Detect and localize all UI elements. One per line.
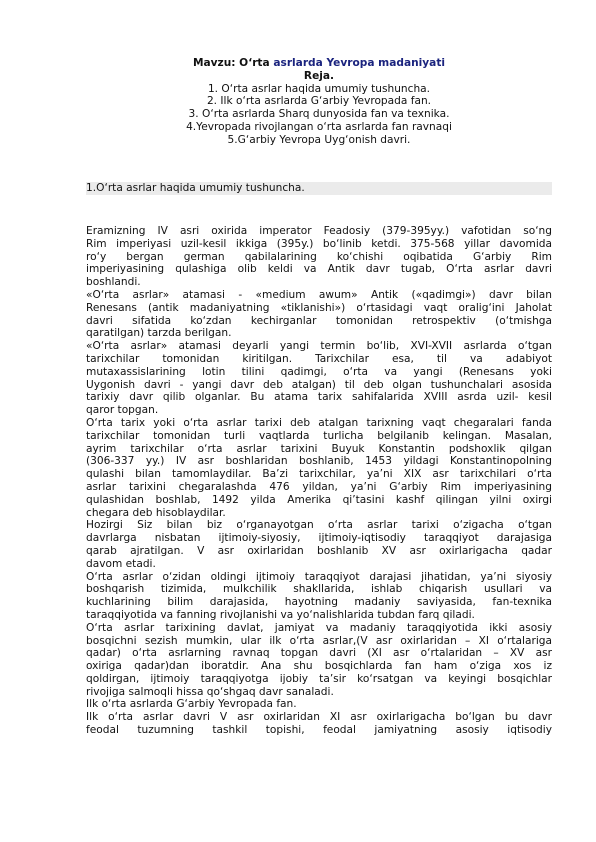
plan-item: 4.Yevropada rivojlangan o‘rta asrlarda fan ravnaqi <box>186 120 452 133</box>
body-line: tarixchilar tomonidan kiritilgan. Tarixchilar esa, til va adabiyot <box>86 352 552 365</box>
body-line: boshqarish tizimida, mulkchilik shakllarida, ishlab chiqarish usullari va <box>86 583 552 596</box>
body-line: qadar) o‘rta asrlarning ravnaq topgan davri (XI asr o‘rtalaridan – XV asr <box>86 647 552 660</box>
body-line: qulashidan boshlab, 1492 yilda Amerika qi’tasini kashf qilingan yilni oxirgi <box>86 493 552 506</box>
body-line: Hozirgi Siz bilan biz o‘rganayotgan o‘rta asrlar tarixi o‘zigacha o‘tgan <box>86 519 552 532</box>
body-text <box>86 225 552 737</box>
body-line: «O‘rta asrlar» atamasi - «medium awum» Antik («qadimgi») davr bilan <box>86 288 552 301</box>
body-line: davrlarga nisbatan ijtimoiy-siyosiy, ijtimoiy-iqtisodiy taraqqiyot darajasiga <box>86 532 552 545</box>
body-line: O‘rta asrlar o‘zidan oldingi ijtimoiy taraqqiyot darajasi jihatidan, ya’ni siyosiy <box>86 570 552 583</box>
body-line: Eramizning IV asri oxirida imperator Feadosiy (379-395yy.) vafotidan so‘ng <box>86 225 552 237</box>
body-line: qaratilgan) tarzda berilgan. <box>86 327 232 340</box>
body-line: qulashi bilan tamomlaydilar. Ba’zi tarixchilar, ya’ni XIX asr tarixchilari o‘rta <box>86 468 552 481</box>
body-line: mutaxassislarining lotin tilini qadimgi, o‘rta va yangi (Renesans yoki <box>86 365 552 378</box>
body-line: ayrim tarixchilar o‘rta asrlar tarixini Buyuk Konstantin podshoxlik qilgan <box>86 442 552 455</box>
body-line: taraqqiyotida va fanning rivojlanishi va yo‘nalishlarida tubdan farq qiladi. <box>86 608 475 621</box>
body-line: Rim imperiyasi uzil-kesil ikkiga (395y.) bo‘linib ketdi. 375-568 yillar davomida <box>86 237 552 250</box>
document-header <box>86 57 552 147</box>
body-line: imperiyasining qulashiga olib keldi va Antik davr tugab, O‘rta asrlar davri <box>86 263 552 276</box>
section-heading: 1.O‘rta asrlar haqida umumiy tushuncha. <box>86 182 305 194</box>
body-line: asrlar tarixini chegaralashda 476 yildan, ya’ni G‘arbiy Rim imperiyasining <box>86 480 552 493</box>
section-heading-bar <box>86 182 552 195</box>
body-line: Uygonish davri - yangi davr deb atalgan) til deb olgan tushunchalari asosida <box>86 378 552 391</box>
body-line: feodal tuzumning tashkil topishi, feodal jamiyatning asosiy iqtisodiy <box>86 724 552 737</box>
body-line: (306-337 yy.) IV asr boshlaridan boshlanib, 1453 yildagi Konstantinopolning <box>86 455 552 468</box>
body-line: ro‘y bergan german qabilalarining ko‘chishi oqibatida G‘arbiy Rim <box>86 250 552 263</box>
body-line: O‘rta tarix yoki o‘rta asrlar tarixi deb atalgan tarixning vaqt chegaralari fanda <box>86 416 552 429</box>
body-line: qoldirgan, ijtimoiy taraqqiyotga ijobiy ta’sir ko‘rsatgan va keyingi bosqichlar <box>86 672 552 685</box>
title-accent: asrlarda Yevropa madaniyati <box>273 57 446 69</box>
body-line: davri sifatida ko‘zdan kechirganlar tomonidan retrospektiv (o‘tmishga <box>86 314 552 327</box>
plan-item: 5.G‘arbiy Yevropa Uyg‘onish davri. <box>227 133 411 146</box>
body-line: tarixchilar tomonidan turli vaqtlarda turlicha belgilanib kelingan. Masalan, <box>86 429 552 442</box>
body-line: rivojiga salmoqli hissa qo‘shgaq davr sanaladi. <box>86 685 334 698</box>
plan-item: 2. Ilk o‘rta asrlarda G‘arbiy Yevropada fan. <box>206 95 432 108</box>
body-line: chegara deb hisoblaydilar. <box>86 506 226 519</box>
body-line: «O‘rta asrlar» atamasi deyarli yangi termin bo‘lib, XVI-XVII asrlarda o‘tgan <box>86 340 552 353</box>
body-line: Ilk o‘rta asrlarda G‘arbiy Yevropada fan. <box>86 698 297 711</box>
body-line: O‘rta asrlar tarixining davlat, jamiyat va madaniy taraqqiyotida ikki asosiy <box>86 621 552 634</box>
body-line: Renesans (antik madaniyatning «tiklanishi») o‘rtasidagi vaqt oralig‘ini Jaholat <box>86 301 552 314</box>
body-line: kuchlarining bilim darajasida, hayotning madaniy saviyasida, fan-texnika <box>86 596 552 609</box>
body-line: davom etadi. <box>86 557 156 570</box>
body-line: Ilk o‘rta asrlar davri V asr oxirlaridan XI asr oxirlarigacha bo‘lgan bu davr <box>86 711 552 724</box>
body-line: qarab ajratilgan. V asr oxirlaridan boshlanib XV asr oxirlarigacha qadar <box>86 544 552 557</box>
body-line: qaror topgan. <box>86 404 159 417</box>
body-line: bosqichni sezish mumkin, ular ilk o‘rta asrlar,(V asr oxirlaridan – XI o‘rtalariga <box>86 634 552 647</box>
plan-item: 3. O‘rta asrlarda Sharq dunyosida fan va texnika. <box>188 108 450 121</box>
body-line: oxiriga qadar)dan iboratdir. Ana shu bosqichlarda fan ham o‘ziga xos iz <box>86 660 552 673</box>
body-line: tarixiy davr qilib olganlar. Bu atama tarix sahifalarida XVIII asrda uzil- kesil <box>86 391 552 404</box>
plan-heading: Reja. <box>303 69 335 82</box>
document-title <box>86 57 552 70</box>
title-prefix: Mavzu: O‘rta <box>192 57 270 69</box>
body-line: boshlandi. <box>86 276 141 289</box>
plan-item: 1. O‘rta asrlar haqida umumiy tushuncha. <box>207 82 431 95</box>
